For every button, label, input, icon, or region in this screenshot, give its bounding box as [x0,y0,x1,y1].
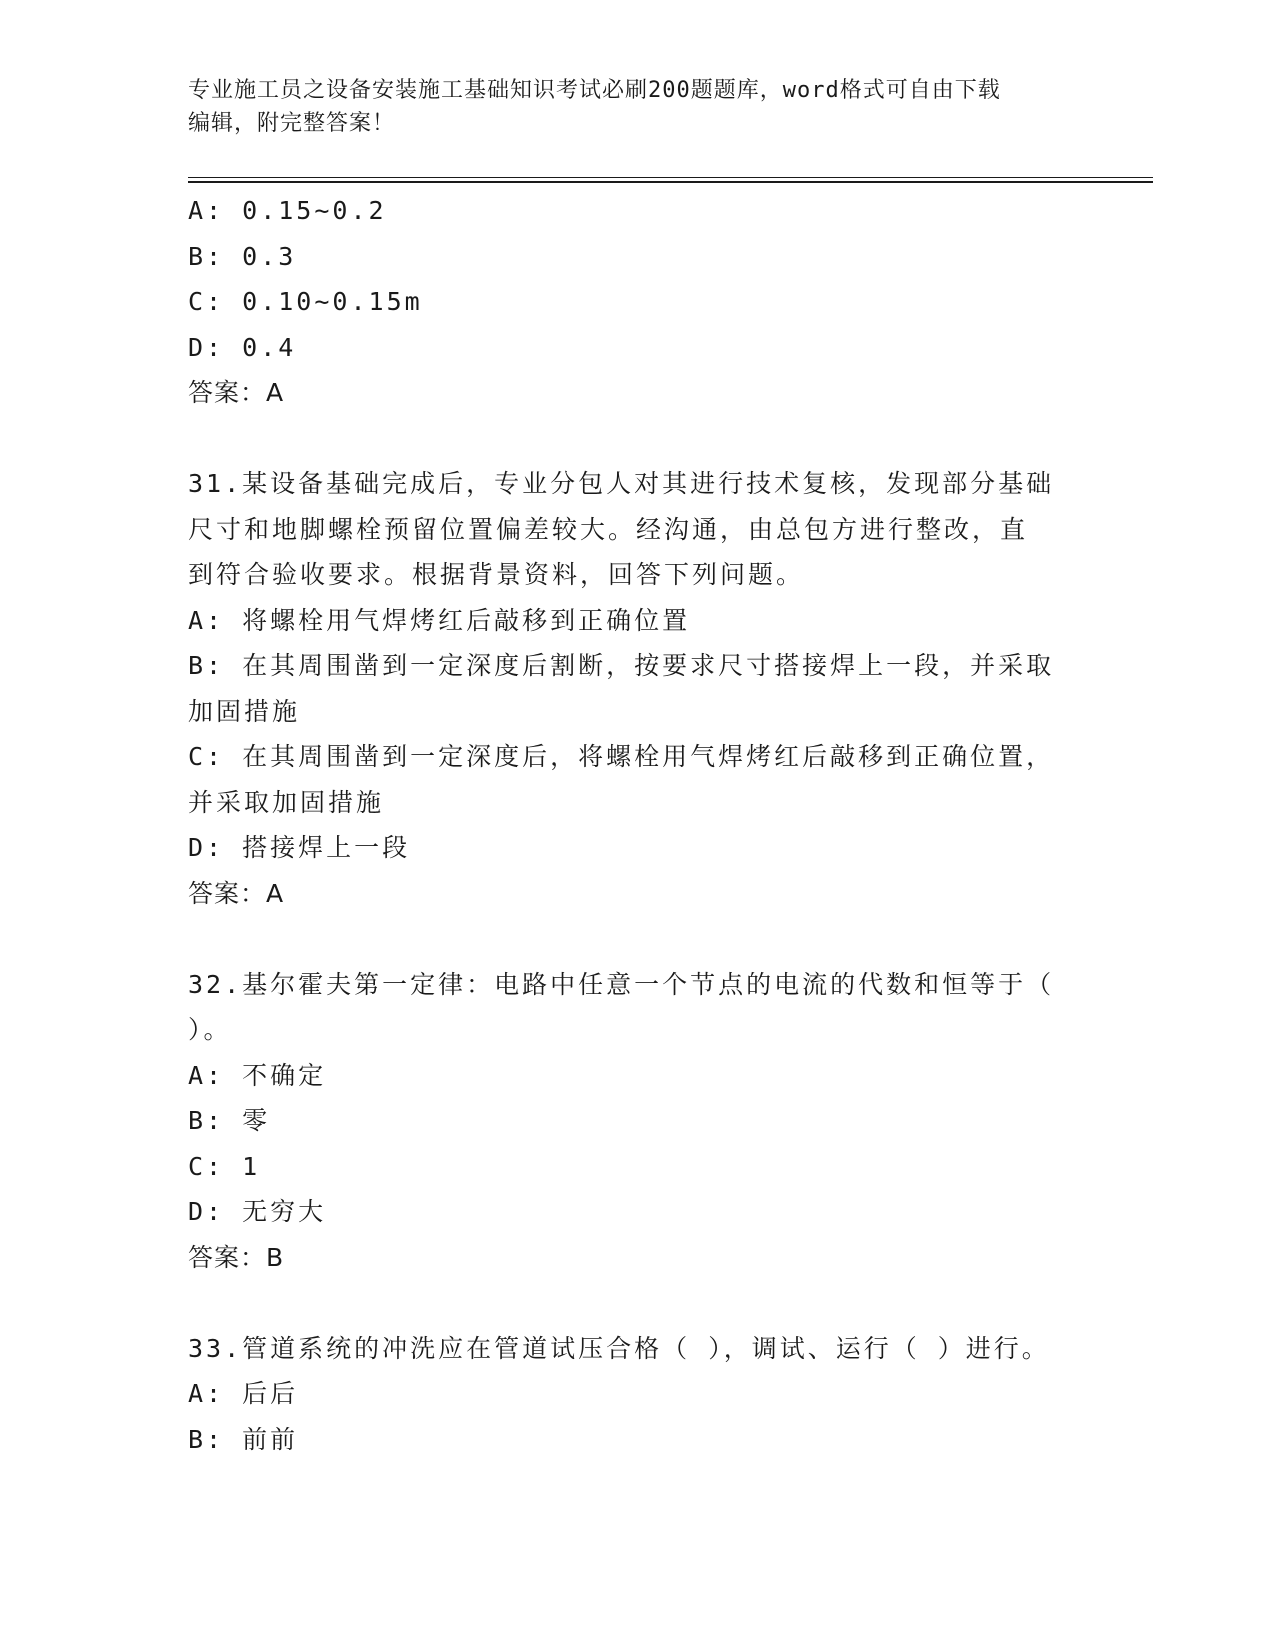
question-stem-line: 尺寸和地脚螺栓预留位置偏差较大。经沟通，由总包方进行整改，直 [188,514,1029,544]
question-list [188,188,1088,1462]
question-stem-line: 到符合验收要求。根据背景资料，回答下列问题。 [188,560,805,589]
question-33 [188,1326,1088,1463]
question-stem-line: ）。 [188,1015,232,1044]
answer-line: 答案：A [188,878,285,908]
option-c: C: 1 [188,1151,261,1181]
header-title-line-2: 编辑，附完整答案！ [188,111,396,136]
option-a: A: 后后 [188,1379,299,1408]
option-a: A: 不确定 [188,1060,327,1090]
question-stem-line: 32.基尔霍夫第一定律：电路中任意一个节点的电流的代数和恒等于（ [188,969,1055,999]
option-d: D: 0.4 [188,332,297,362]
option-a: A: 0.15~0.2 [188,196,387,225]
option-b-continued: 加固措施 [188,696,301,726]
question-spacer [188,1280,1088,1326]
question-30 [188,188,1088,416]
header-rule-thick [188,181,1153,183]
answer-line: 答案：B [188,1242,285,1272]
question-31 [188,461,1088,916]
option-b: B: 前前 [188,1424,299,1454]
question-spacer [188,916,1088,962]
option-c-continued: 并采取加固措施 [188,787,385,817]
header-title-line-1: 专业施工员之设备安装施工基础知识考试必刷200题题库，word格式可自由下载 [188,78,1001,103]
option-d: D: 无穷大 [188,1197,327,1226]
option-b: B: 0.3 [188,241,297,271]
question-stem-line: 31.某设备基础完成后，专业分包人对其进行技术复核，发现部分基础 [188,469,1055,498]
question-spacer [188,416,1088,462]
option-b: B: 零 [188,1106,271,1135]
question-stem-line: 33.管道系统的冲洗应在管道试压合格（ ），调试、运行（ ）进行。 [188,1333,1050,1363]
option-a: A: 将螺栓用气焊烤红后敲移到正确位置 [188,605,691,635]
option-c: C: 0.10~0.15m [188,287,423,316]
option-c: C: 在其周围凿到一定深度后，将螺栓用气焊烤红后敲移到正确位置， [188,742,1055,771]
document-header [188,74,1088,140]
option-d: D: 搭接焊上一段 [188,833,411,862]
answer-line: 答案：A [188,378,285,407]
header-rule-thin [188,177,1153,178]
question-32 [188,962,1088,1281]
option-b: B: 在其周围凿到一定深度后割断，按要求尺寸搭接焊上一段，并采取 [188,651,1055,680]
